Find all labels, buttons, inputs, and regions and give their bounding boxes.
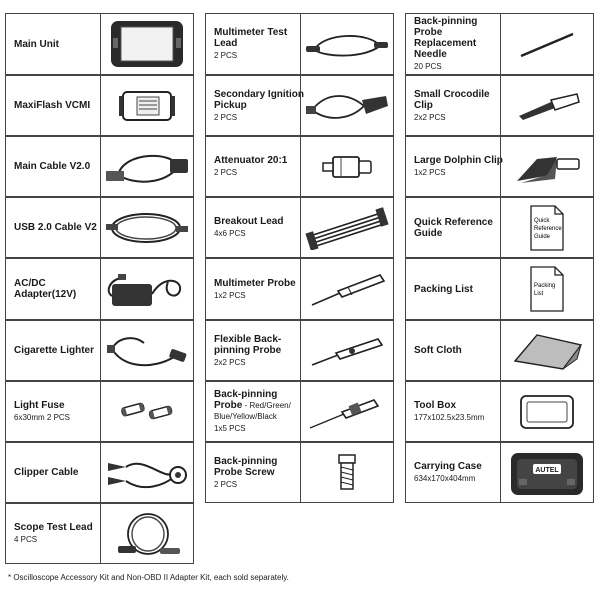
item-light-fuse [5,381,194,442]
item-packing-list [405,258,594,320]
item-name: USB 2.0 Cable V2 [14,222,97,233]
power-adapter-image [100,259,193,319]
cigarette-lighter-image [100,321,193,380]
item-small-crocodile-clip [405,75,594,136]
cloth-image [500,321,593,380]
toolbox-image [500,382,593,441]
packing-list-image [500,259,593,319]
item-vcmi [5,75,194,136]
item-qty: 2 PCS [214,51,238,60]
item-qty: 2 PCS [214,112,238,122]
item-name: Multimeter Probe [214,277,296,289]
fuse-image [100,382,193,441]
item-name: Back-pinning Probe Replacement Needle [414,16,478,60]
item-carrying-case [405,442,594,503]
clipper-cable-image [100,443,193,502]
item-qty: 634x170x404mm [414,474,476,483]
item-name: Small Crocodile Clip [414,88,490,111]
item-qty: 177x102.5x23.5mm [414,413,485,422]
flex-probe-image [300,321,393,380]
item-name: Light Fuse [14,400,65,411]
item-qty: 2x2 PCS [214,357,246,367]
item-name: Multimeter Test Lead [214,27,288,49]
item-name: AC/DC Adapter(12V) [14,278,77,300]
item-name: Secondary Ignition Pickup [214,88,305,111]
guide-line-1: Quick [534,217,550,224]
item-qty: 2x2 PCS [414,112,446,122]
item-back-pinning-screw [205,442,394,503]
attenuator-image [300,137,393,196]
item-flexible-probe [205,320,394,381]
item-name [214,389,306,422]
item-name: Main Cable V2.0 [14,161,91,172]
item-name: Large Dolphin Clip [414,155,503,166]
screw-image [300,443,393,502]
obd-cable-image [100,137,193,196]
item-qty: 6x30mm 2 PCS [14,413,71,422]
footnote: * Oscilloscope Accessory Kit and Non-OBD II Adapter Kit, each sold separately. [8,573,289,582]
autel-logo: AUTEL [535,466,559,474]
vcmi-image [100,76,193,135]
item-back-pinning-probe [205,381,394,442]
item-qty: 2 PCS [214,168,238,177]
item-name-main: Back-pinning Probe [214,389,278,411]
item-cigarette-lighter [5,320,194,381]
item-scope-test-lead [5,503,194,564]
item-adapter [5,258,194,320]
packing-line-2: List [534,291,544,297]
guide-line-2: Reference [534,225,562,232]
item-name: Soft Cloth [414,345,462,356]
item-multimeter-probe [205,258,394,320]
item-qty: 1x2 PCS [214,290,246,300]
item-name: Tool Box [414,400,457,411]
item-large-dolphin-clip [405,136,594,197]
scope-lead-image [100,504,193,563]
bp-probe-image [300,382,393,441]
carrying-case-image [500,443,593,502]
item-name: Main Unit [14,38,59,50]
item-name: Scope Test Lead [14,522,93,533]
item-name: Carrying Case [414,461,482,472]
item-name: Packing List [414,283,473,295]
test-lead-image [300,14,393,74]
guide-image [500,198,593,257]
item-quick-reference-guide [405,197,594,258]
ignition-pickup-image [300,76,393,135]
item-clipper-cable [5,442,194,503]
item-name: Quick Reference Guide [414,216,493,239]
item-main-unit [5,13,194,75]
item-soft-cloth [405,320,594,381]
crocodile-clip-image [500,76,593,135]
item-qty: 4 PCS [14,535,38,544]
tablet-image [100,14,193,74]
guide-line-3: Guide [534,233,551,240]
item-main-cable [5,136,194,197]
usb-cable-image [100,198,193,257]
dolphin-clip-image [500,137,593,196]
item-name: Flexible Back-pinning Probe [214,333,282,356]
item-multimeter-test-lead [205,13,394,75]
item-name: Breakout Lead [214,216,284,227]
item-name: Cigarette Lighter [14,345,95,356]
breakout-lead-image [300,198,393,257]
item-qty: 4x6 PCS [214,229,246,238]
needle-image [500,14,593,74]
item-qty: 2 PCS [214,479,238,489]
item-secondary-ignition [205,75,394,136]
item-name: Clipper Cable [14,467,79,478]
probe-image [300,259,393,319]
item-tool-box [405,381,594,442]
item-replacement-needle [405,13,594,75]
item-attenuator [205,136,394,197]
packing-line-1: Packing [534,283,556,289]
item-qty: 1x5 PCS [214,424,246,433]
item-usb-cable [5,197,194,258]
item-name: Attenuator 20:1 [214,155,288,166]
item-name: MaxiFlash VCMI [14,100,91,111]
item-name: Back-pinning Probe Screw [214,455,278,478]
item-breakout-lead [205,197,394,258]
item-qty: 1x2 PCS [414,168,446,177]
item-color-options: - Red/Green/ Blue/Yellow/Black [214,401,291,421]
item-qty: 20 PCS [414,62,442,71]
